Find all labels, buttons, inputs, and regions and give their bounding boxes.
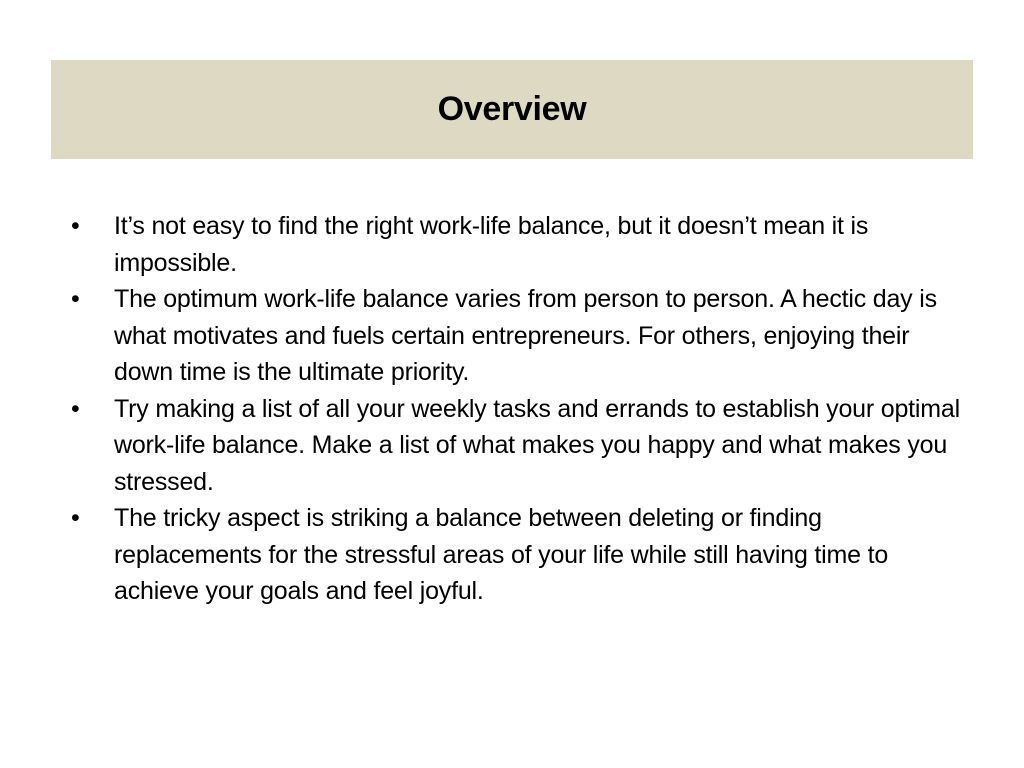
bullet-item <box>64 281 964 391</box>
bullet-text: It’s not easy to find the right work-life balance, but it doesn’t mean it is impossible. <box>114 212 869 277</box>
bullet-item <box>64 208 964 281</box>
bullet-icon: • <box>71 504 80 532</box>
bullet-list <box>64 208 964 610</box>
bullet-text: The optimum work-life balance varies from person to person. A hectic day is what motivates and fuels certain entrepreneurs. For others, enjoying their down time is the ultimate priority. <box>114 285 937 386</box>
bullet-icon: • <box>71 394 80 423</box>
bullet-item <box>64 500 964 610</box>
bullet-icon: • <box>71 285 80 313</box>
bullet-icon: • <box>71 212 80 240</box>
slide-title: Overview <box>437 90 587 128</box>
title-bar <box>51 60 973 159</box>
bullet-text: The tricky aspect is striking a balance between deleting or finding replacements for the stressful areas of your life while still having time to achieve your goals and feel joyful. <box>114 504 889 605</box>
bullet-text: Try making a list of all your weekly tasks and errands to establish your optimal work-life balance. Make a list of what makes you happy and what makes you stressed. <box>114 394 960 496</box>
bullet-item <box>64 391 964 501</box>
